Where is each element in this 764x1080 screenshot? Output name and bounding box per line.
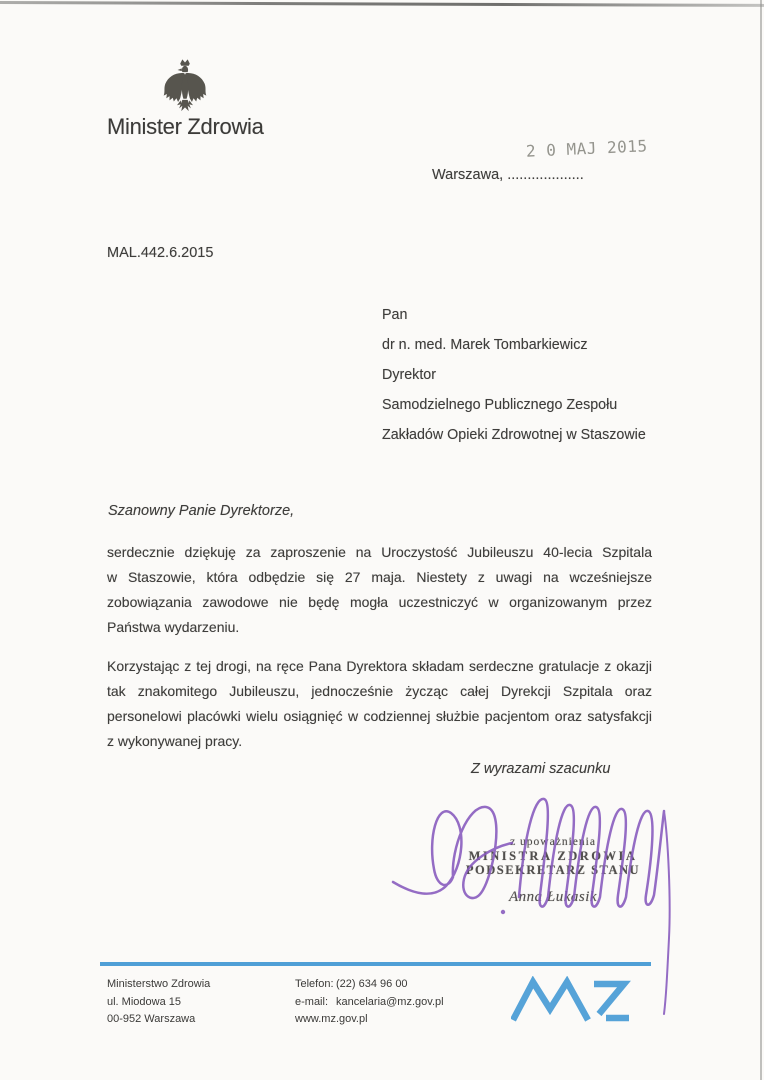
body-line: z wykonywanej pracy. [107, 733, 243, 749]
stamp-line: z upoważnienia [510, 836, 596, 848]
recipient-line: Zakładów Opieki Zdrowotnej w Staszowie [382, 427, 646, 443]
footer-address-block [107, 976, 210, 1029]
recipient-line: dr n. med. Marek Tombarkiewicz [382, 337, 588, 353]
polish-eagle-emblem-icon [161, 58, 209, 114]
body-line: personelowi placówki wielu osiągnięć w codziennej służbie pacjentom oraz satysfakcji [107, 708, 652, 724]
closing-phrase: Z wyrazami szacunku [471, 761, 611, 777]
salutation: Szanowny Panie Dyrektorze, [108, 503, 295, 519]
footer-address-line: 00-952 Warszawa [107, 1013, 196, 1025]
body-line: w Staszowie, która odbędzie się 27 maja. Niestety z uwagi na wcześniejsze [107, 569, 652, 585]
footer-divider-rule [100, 962, 651, 966]
received-date-stamp: 2 0 MAJ 2015 [525, 136, 648, 161]
email-value: kancelaria@mz.gov.pl [336, 995, 444, 1008]
phone-label: Telefon: [295, 978, 334, 990]
stamp-line: MINISTRA ZDROWIA [468, 849, 638, 863]
footer-address-line: Ministerstwo Zdrowia [107, 978, 211, 990]
recipient-line: Dyrektor [382, 367, 437, 383]
recipient-block [382, 300, 646, 450]
website-value: www.mz.gov.pl [295, 1013, 368, 1025]
signer-name: Anna Łukasik [508, 889, 598, 905]
body-line: zobowiązania zawodowe nie będę mogła uczestniczyć w organizowanym przez [107, 594, 652, 610]
sender-title: Minister Zdrowia [107, 114, 264, 139]
phone-value: (22) 634 96 00 [336, 978, 408, 990]
body-line: Państwa wydarzeniu. [107, 619, 240, 635]
paragraph-1 [107, 540, 652, 640]
paragraph-2 [107, 654, 652, 754]
scan-right-edge-artifact [760, 0, 762, 1080]
recipient-line: Pan [382, 307, 408, 323]
email-label: e-mail: [295, 995, 329, 1008]
scan-top-edge-artifact [0, 1, 764, 7]
body-line: serdecznie dziękuję za zaproszenie na Uroczystość Jubileuszu 40-lecia Szpitala [107, 544, 652, 560]
footer-address-line: ul. Miodowa 15 [107, 995, 181, 1008]
stamp-line: PODSEKRETARZ STANU [465, 863, 641, 877]
body-line: Korzystając z tej drogi, na ręce Pana Dyrektora składam serdeczne gratulacje z okazji [107, 658, 652, 674]
place-date-line: Warszawa, ................... [432, 167, 584, 183]
body-line: tak znakomitego Jubileuszu, jednocześnie życząc całej Dyrekcji Szpitala oraz [107, 683, 652, 699]
authorization-stamp [427, 835, 679, 906]
recipient-line: Samodzielnego Publicznego Zespołu [382, 397, 618, 413]
footer-contact-block [295, 976, 444, 1029]
reference-number: MAL.442.6.2015 [107, 245, 214, 261]
mz-zigzag-logo-icon [511, 976, 637, 1022]
